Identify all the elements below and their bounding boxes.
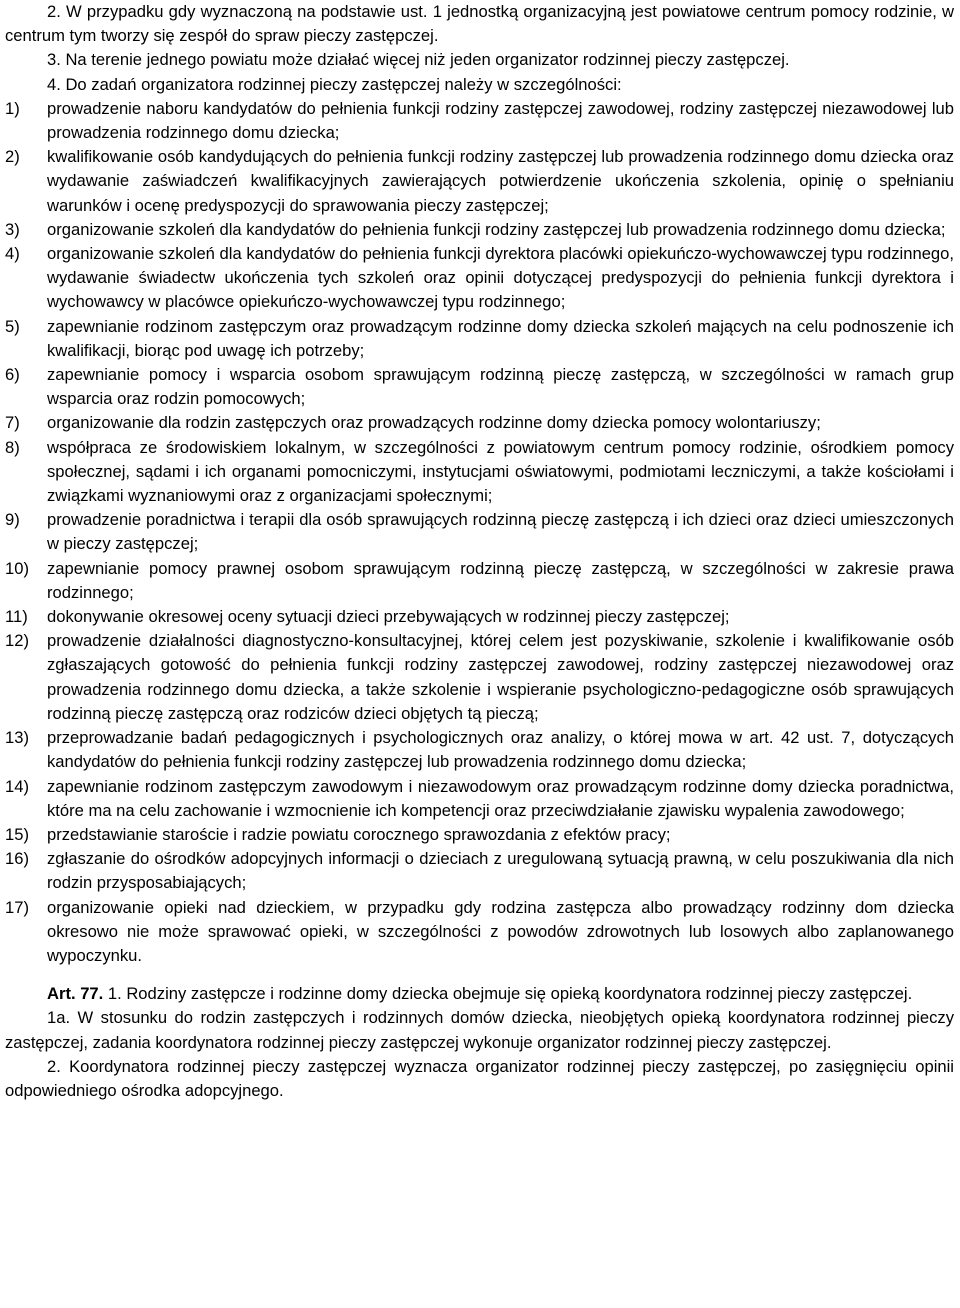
list-item [5, 218, 954, 242]
list-item-text: przeprowadzanie badań pedagogicznych i psychologicznych oraz analizy, o której mowa w art. 42 ust. 7, dotyczących kandydatów do pełnienia funkcji rodziny zastępczej lub prowadzenia rodzinnego domu dziecka; [47, 728, 954, 772]
paragraph-2: 2. W przypadku gdy wyznaczoną na podstawie ust. 1 jednostką organizacyjną jest powiatowe centrum pomocy rodzinie, w centrum tym tworzy się zespół do spraw pieczy zastępczej. [5, 2, 954, 46]
list-item-number: 15) [5, 824, 29, 844]
task-list [5, 97, 954, 968]
list-item-text: prowadzenie poradnictwa i terapii dla osób sprawujących rodzinną pieczę zastępczą i ich dzieci oraz dzieci umieszczonych w pieczy zastępczej; [47, 510, 954, 554]
list-item-number: 4) [5, 244, 20, 264]
list-item [5, 436, 954, 509]
list-item-text: zapewnianie pomocy prawnej osobom sprawującym rodzinną pieczę zastępczą, w szczególności w zakresie prawa rodzinnego; [47, 558, 954, 602]
paragraph-3: 3. Na terenie jednego powiatu może działać więcej niż jeden organizator rodzinnej pieczy zastępczej. [47, 50, 790, 70]
list-item-text: organizowanie dla rodzin zastępczych oraz prowadzących rodzinne domy dziecka pomocy wolontariuszy; [47, 413, 821, 433]
section-spacer [5, 968, 954, 982]
paragraph-4: 4. Do zadań organizatora rodzinnej pieczy zastępczej należy w szczególności: [47, 74, 622, 94]
list-item-number: 3) [5, 219, 20, 239]
article-77-paragraph-1-text: 1. Rodziny zastępcze i rodzinne domy dziecka obejmuje się opieką koordynatora rodzinnej pieczy zastępczej. [103, 984, 913, 1004]
list-item-text: zgłaszanie do ośrodków adopcyjnych informacji o dzieciach z uregulowaną sytuacją prawną, w celu poszukiwania dla nich rodzin przysposabiających; [47, 849, 954, 893]
list-item-text: organizowanie szkoleń dla kandydatów do pełnienia funkcji rodziny zastępczej lub prowadzenia rodzinnego domu dziecka; [47, 219, 946, 239]
list-item [5, 411, 954, 435]
list-item-number: 9) [5, 510, 20, 530]
list-item [5, 775, 954, 823]
list-item-number: 2) [5, 147, 20, 167]
list-item-number: 17) [5, 897, 29, 917]
list-item-text: organizowanie opieki nad dzieckiem, w przypadku gdy rodzina zastępcza albo prowadzący rodzinny dom dziecka okresowo nie może sprawować opieki, w szczególności z powodów zdrowotnych lub losowych albo zaplanowanego wypoczynku. [47, 897, 954, 965]
list-item-number: 6) [5, 365, 20, 385]
list-item [5, 97, 954, 145]
list-item [5, 726, 954, 774]
list-item-number: 16) [5, 849, 29, 869]
list-item [5, 242, 954, 315]
list-item-text: prowadzenie naboru kandydatów do pełnienia funkcji rodziny zastępczej zawodowej, rodziny zastępczej niezawodowej lub prowadzenia rodzinnego domu dziecka; [47, 98, 954, 143]
list-item-text: współpraca ze środowiskiem lokalnym, w szczególności z powiatowym centrum pomocy rodzinie, ośrodkiem pomocy społecznej, sądami i ich organami pomocniczymi, instytucjami oświatowymi, podmiotami leczniczymi, a także kościołami i związkami wyznaniowymi oraz z organizacjami społecznymi; [47, 437, 954, 506]
list-item [5, 508, 954, 556]
list-item [5, 896, 954, 969]
list-item-number: 14) [5, 776, 29, 796]
list-item-number: 10) [5, 558, 29, 578]
list-item-number: 12) [5, 631, 29, 651]
article-77-paragraph-1a: 1a. W stosunku do rodzin zastępczych i rodzinnych domów dziecka, nieobjętych opieką koordynatora rodzinnej pieczy zastępczej, zadania koordynatora rodzinnej pieczy zastępczej wykonuje organizator rodzinnej pieczy zastępczej. [5, 1008, 954, 1052]
list-item-text: organizowanie szkoleń dla kandydatów do pełnienia funkcji dyrektora placówki opiekuńczo-wychowawczej typu rodzinnego, wydawanie świadectw ukończenia tych szkoleń oraz opinii dotyczącej predyspozycji do pełnienia funkcji dyrektora i wychowawcy w placówce opiekuńczo-wychowawczej typu rodzinnego; [47, 244, 954, 312]
list-item-text: prowadzenie działalności diagnostyczno-konsultacyjnej, której celem jest pozyskiwanie, szkolenie i kwalifikowanie osób zgłaszających gotowość do pełnienia funkcji rodziny zastępczej zawodowej, rodziny zastępczej niezawodowej oraz prowadzenia rodzinnego domu dziecka, a także szkolenie i wspieranie psychologiczno-pedagogiczne osób sprawujących rodzinną pieczę zastępczą oraz rodziców dzieci objętych tą pieczą; [47, 631, 954, 723]
list-item [5, 629, 954, 726]
list-item [5, 315, 954, 363]
list-item-text: zapewnianie pomocy i wsparcia osobom sprawującym rodzinną pieczę zastępczą, w szczególności w ramach grup wsparcia oraz rodzin pomocowych; [47, 365, 954, 409]
article-77-paragraph-1 [5, 982, 954, 1006]
list-item-number: 13) [5, 728, 29, 748]
list-item-text: dokonywanie okresowej oceny sytuacji dzieci przebywających w rodzinnej pieczy zastępczej; [47, 607, 730, 627]
list-item [5, 145, 954, 218]
list-item-number: 7) [5, 413, 20, 433]
list-item-number: 1) [5, 98, 20, 118]
list-item [5, 363, 954, 411]
list-item [5, 847, 954, 895]
list-item-number: 11) [5, 607, 28, 627]
list-item [5, 823, 954, 847]
list-item-number: 5) [5, 316, 20, 336]
list-item [5, 605, 954, 629]
list-item-text: zapewnianie rodzinom zastępczym oraz prowadzącym rodzinne domy dziecka szkoleń mających na celu podnoszenie ich kwalifikacji, biorąc pod uwagę ich potrzeby; [47, 316, 954, 360]
list-item-number: 8) [5, 437, 20, 457]
list-item-text: kwalifikowanie osób kandydujących do pełnienia funkcji rodziny zastępczej lub prowadzenia rodzinnego domu dziecka oraz wydawanie zaświadczeń kwalifikacyjnych zawierających potwierdzenie ukończenia szkolenia, opinię o spełnianiu warunków i ocenę predyspozycji do sprawowania pieczy zastępczej; [47, 147, 954, 215]
list-item-text: zapewnianie rodzinom zastępczym zawodowym i niezawodowym oraz prowadzącym rodzinne domy dziecka poradnictwa, które ma na celu zachowanie i wzmocnienie ich kompetencji oraz przeciwdziałanie zjawisku wypalenia zawodowego; [47, 776, 954, 820]
list-item-text: przedstawianie staroście i radzie powiatu corocznego sprawozdania z efektów pracy; [47, 824, 671, 844]
article-77-paragraph-2: 2. Koordynatora rodzinnej pieczy zastępczej wyznacza organizator rodzinnej pieczy zastępczej, po zasięgnięciu opinii odpowiedniego ośrodka adopcyjnego. [5, 1056, 954, 1100]
article-label: Art. 77. [47, 984, 104, 1004]
list-item [5, 557, 954, 605]
